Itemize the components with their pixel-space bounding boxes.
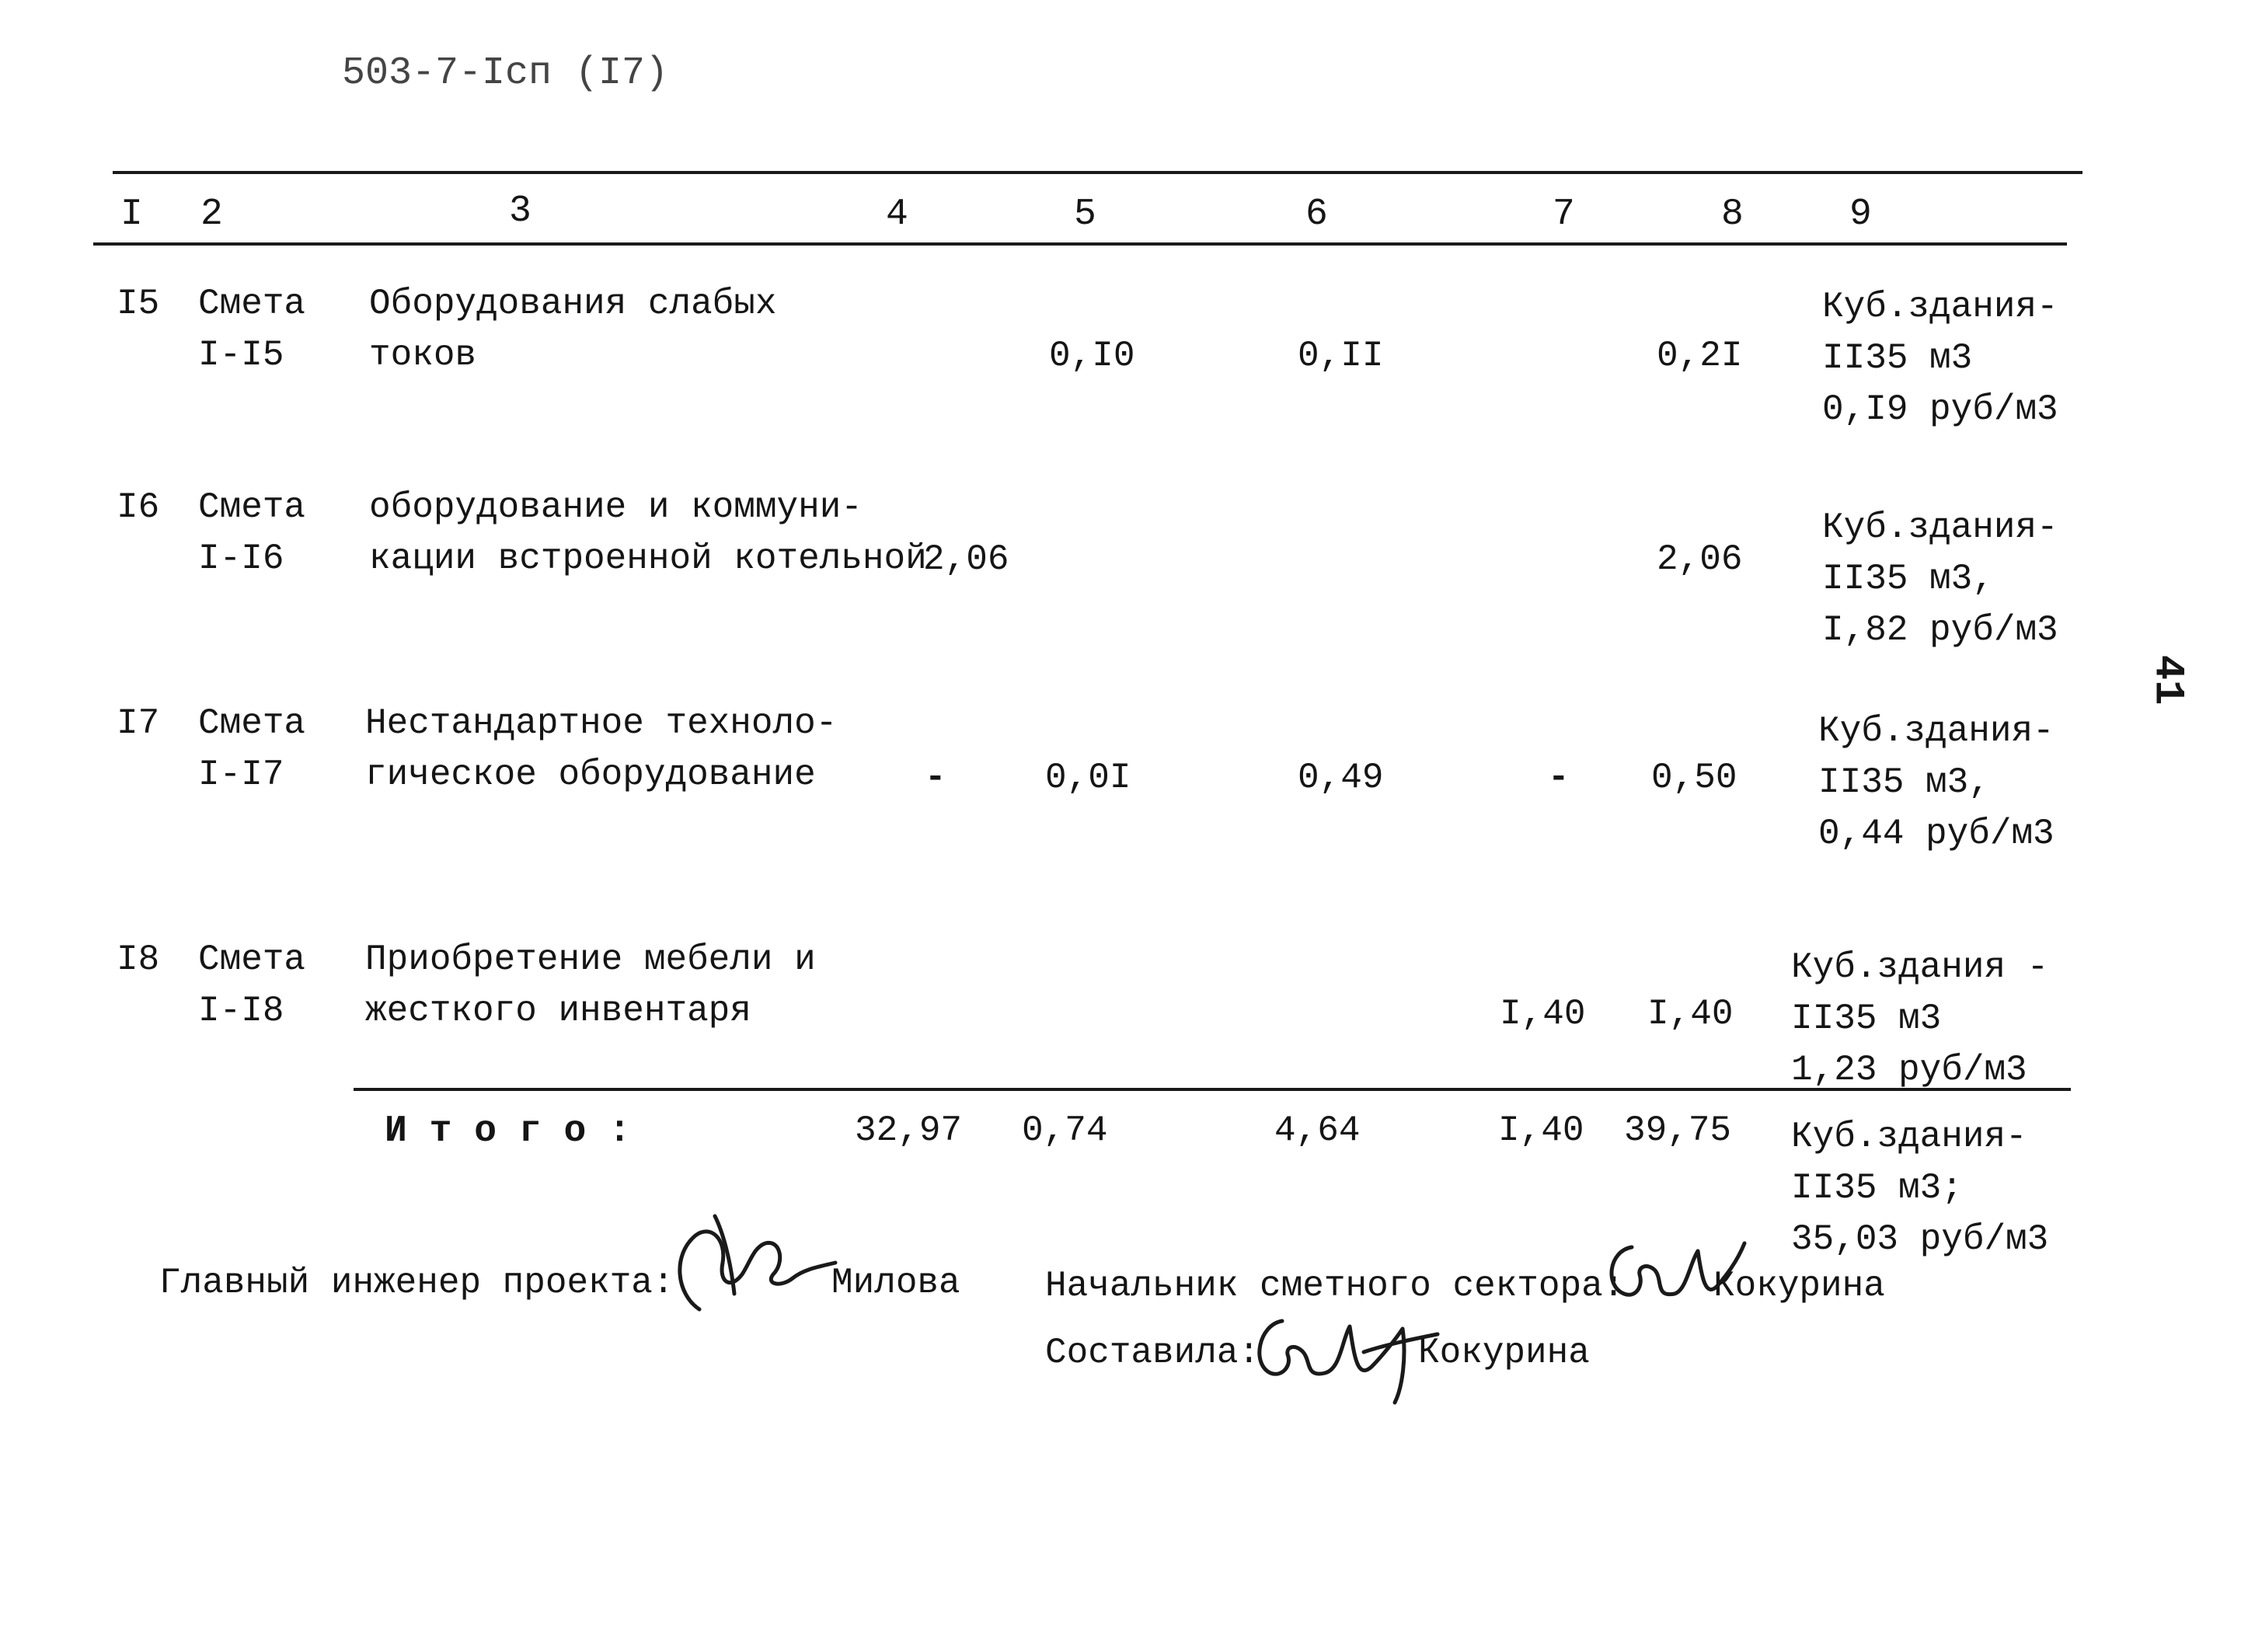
handwritten-signature (1247, 1309, 1441, 1410)
total-col-6: 4,64 (1274, 1110, 1361, 1151)
row-col-6: 0,II (1298, 336, 1384, 376)
total-label: И т о г о : (385, 1110, 631, 1152)
row-description: оборудование и коммуни- кации встроенной котельной (369, 487, 927, 579)
chief-engineer-name: Милова (831, 1263, 960, 1303)
head-estimate-title: Начальник сметного сектора: (1045, 1266, 1625, 1306)
total-col-5: 0,74 (1022, 1110, 1108, 1151)
page-number: 41 (2143, 654, 2191, 706)
compiled-title: Составила: (1045, 1333, 1260, 1373)
row-estimate: Смета I-I7 (198, 703, 306, 795)
row-note: Куб.здания- II35 м3, 0,44 руб/м3 (1818, 711, 2055, 854)
row-number: I6 (117, 487, 160, 528)
total-note: Куб.здания- II35 м3; 35,03 руб/м3 (1791, 1117, 2049, 1260)
row-note: Куб.здания- II35 м3 0,I9 руб/м3 (1822, 287, 2058, 430)
row-col-8: 0,2I (1657, 336, 1743, 376)
header-col-1: I (120, 193, 143, 235)
row-col-4: - (925, 758, 946, 798)
row-description: Нестандартное техноло- гическое оборудование (365, 703, 838, 795)
total-col-4: 32,97 (855, 1110, 963, 1151)
row-col-6: 0,49 (1298, 758, 1384, 798)
header-col-9: 9 (1849, 193, 1872, 235)
header-col-7: 7 (1553, 193, 1575, 235)
row-col-5: 0,I0 (1049, 336, 1135, 376)
header-col-2: 2 (200, 193, 223, 235)
header-bottom-rule (93, 242, 2067, 246)
row-col-4: 2,06 (923, 539, 1009, 580)
compiled-name: Кокурина (1418, 1333, 1590, 1373)
row-description: Оборудования слабых токов (369, 284, 777, 375)
row-col-8: 2,06 (1657, 539, 1743, 580)
row-number: I5 (117, 284, 160, 324)
row-estimate: Смета I-I5 (198, 284, 306, 375)
header-col-8: 8 (1721, 193, 1744, 235)
row-col-8: 0,50 (1651, 758, 1737, 798)
header-col-3: 3 (509, 190, 532, 232)
total-rule (354, 1088, 2071, 1091)
header-col-4: 4 (886, 193, 908, 235)
row-col-8: I,40 (1647, 994, 1734, 1034)
handwritten-signature (668, 1201, 839, 1317)
row-note: Куб.здания- II35 м3, I,82 руб/м3 (1822, 507, 2058, 650)
row-estimate: Смета I-I8 (198, 939, 306, 1031)
row-col-7: - (1548, 758, 1570, 798)
row-note: Куб.здания - II35 м3 1,23 руб/м3 (1791, 947, 2049, 1090)
table-top-rule (113, 171, 2082, 174)
row-col-5: 0,0I (1045, 758, 1131, 798)
row-number: I7 (117, 703, 160, 744)
header-col-5: 5 (1074, 193, 1096, 235)
row-number: I8 (117, 939, 160, 980)
row-description: Приобретение мебели и жесткого инвентаря (365, 939, 816, 1031)
total-col-8: 39,75 (1624, 1110, 1732, 1151)
header-col-6: 6 (1305, 193, 1328, 235)
row-col-7: I,40 (1500, 994, 1586, 1034)
chief-engineer-title: Главный инженер проекта: (159, 1263, 674, 1303)
document-code: 503-7-Iсп (I7) (342, 51, 669, 96)
row-estimate: Смета I-I6 (198, 487, 306, 579)
head-estimate-name: Кокурина (1713, 1266, 1885, 1306)
total-col-7: I,40 (1498, 1110, 1584, 1151)
